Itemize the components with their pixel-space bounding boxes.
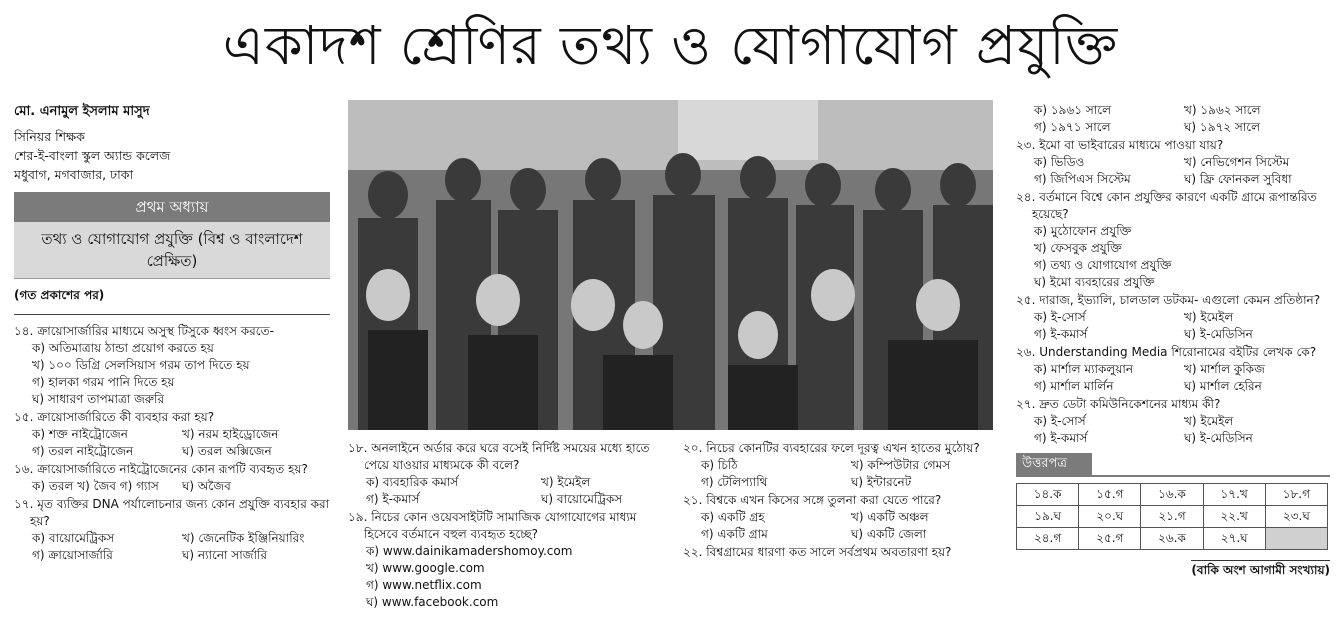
answer-row: [1017, 484, 1328, 506]
question-text: ২৭. দ্রুত ডেটা কমিউনিকেশনের মাধ্যম কী?: [1016, 397, 1221, 411]
option-text: ঘ) ই-মেডিসিন: [1184, 327, 1253, 341]
option-row: [701, 509, 998, 526]
continued-next-text: (বাকি অংশ আগামী সংখ্যায়): [1191, 560, 1330, 579]
column-middle-left: [348, 440, 670, 612]
answer-row: [1017, 528, 1328, 550]
option-text: ঘ) ইমো ব্যবহারের প্রযুক্তি: [1034, 275, 1155, 289]
question-text: ২৫. দারাজ, ইভ্যালি, চালডাল ডটকম- এগুলো কেমন প্রতিষ্ঠান?: [1016, 293, 1321, 307]
option-text: ঘ) সাধারণ তাপমাত্রা জরুরি: [32, 392, 165, 406]
question-item: [683, 492, 998, 543]
chapter-title: তথ্য ও যোগাযোগ প্রযুক্তি (বিশ্ব ও বাংলাদেশ প্রেক্ষিত): [14, 222, 330, 279]
option-text: ক) ই-সোর্স: [1034, 414, 1086, 428]
question-item: [348, 509, 670, 611]
option-row: [1034, 413, 1330, 430]
question-options: [14, 426, 330, 460]
question-item: [1016, 189, 1330, 291]
question-options: [14, 530, 330, 564]
option-text: ক) অতিমাত্রায় ঠান্ডা প্রয়োগ করতে হয়: [32, 341, 214, 355]
option-text: ঘ) ফ্রি ফোনকল সুবিধা: [1184, 172, 1292, 186]
answer-cell: ২৬.ক: [1141, 528, 1203, 550]
option-text: ক) www.dainikamadershomoy.com: [366, 544, 573, 558]
question-item: [14, 323, 330, 408]
question-options: [14, 478, 330, 495]
option-row: [1034, 257, 1330, 274]
question-list-c: [683, 440, 998, 561]
question-text: ২৪. বর্তমানে বিশ্বে কোন প্রযুক্তির কারণে একটি গ্রামে রূপান্তরিত হয়েছে?: [1016, 190, 1317, 221]
continued-note: (গত প্রকাশের পর): [14, 288, 105, 302]
answer-cell: ১৪.ক: [1017, 484, 1079, 506]
answer-divider: [1016, 475, 1330, 477]
option-text: ক) ব্যবহারিক কমার্স: [366, 475, 459, 489]
page-title: একাদশ শ্রেণির তথ্য ও যোগাযোগ প্রযুক্তি: [222, 14, 1119, 77]
question-options: [348, 474, 670, 508]
question-item: [1016, 396, 1330, 447]
column-left: [14, 102, 330, 565]
option-row: [32, 357, 330, 374]
option-text: গ) মার্শাল মার্লিন: [1034, 379, 1114, 393]
option-text: খ) মার্শাল কুকিজ: [1184, 362, 1265, 376]
news-photo: [348, 100, 993, 430]
answer-table: [1016, 483, 1328, 550]
question-list-b: [348, 440, 670, 611]
answer-cell-blank: [1265, 528, 1327, 550]
question-options: [683, 457, 998, 491]
question-item: [14, 496, 330, 564]
option-text: খ) ১৯৬২ সালে: [1184, 103, 1261, 117]
crowd-photo-icon: [348, 100, 993, 430]
option-row: [1034, 274, 1330, 291]
option-text: ক) তরল খ) জৈব গ) গ্যাস: [32, 479, 159, 493]
option-text: ক) চিঠি: [701, 458, 738, 472]
question-text: ২২. বিশ্বগ্রামের ধারণা কত সালে সর্বপ্রথম অবতারণা হয়?: [683, 545, 952, 559]
question-options: [1016, 361, 1330, 395]
question-options: [1016, 223, 1330, 291]
author-institution: শের-ই-বাংলা স্কুল অ্যান্ড কলেজ: [14, 148, 171, 163]
option-row: [366, 577, 670, 594]
option-text: গ) একটি গ্রাম: [701, 527, 768, 541]
question-options: [1016, 413, 1330, 447]
option-row: [1034, 223, 1330, 240]
question-item: [1016, 292, 1330, 343]
answer-cell: ২৫.গ: [1079, 528, 1141, 550]
question-options: [348, 543, 670, 611]
question-item: [14, 409, 330, 460]
question-text: ২৩. ইমো বা ভাইবারের মাধ্যমে পাওয়া যায়?: [1016, 138, 1224, 152]
question-item: [1016, 102, 1330, 136]
option-row: [1034, 326, 1330, 343]
question-text: ২৬. Understanding Media শিরোনামের বইটির লেখক কে?: [1016, 345, 1317, 359]
author-block: [14, 102, 330, 184]
option-text: ঘ) ইন্টারনেট: [851, 475, 912, 489]
option-row: [1034, 309, 1330, 326]
option-row: [366, 594, 670, 611]
option-row: [1034, 154, 1330, 171]
option-row: [1034, 361, 1330, 378]
option-row: [32, 547, 330, 564]
question-item: [348, 440, 670, 508]
option-row: [1034, 430, 1330, 447]
option-text: গ) ই-কমার্স: [366, 492, 420, 506]
option-text: ক) ভিডিও: [1034, 155, 1085, 169]
option-row: [32, 443, 330, 460]
option-row: [701, 474, 998, 491]
question-item: [683, 544, 998, 561]
option-row: [1034, 171, 1330, 188]
answer-row: [1017, 506, 1328, 528]
question-list-a: [14, 323, 330, 564]
option-text: ক) ১৯৬১ সালে: [1034, 103, 1112, 117]
option-row: [366, 491, 670, 508]
option-row: [32, 426, 330, 443]
option-row: [32, 374, 330, 391]
option-text: ঘ) ১৯৭২ সালে: [1184, 120, 1261, 134]
question-options: [1016, 154, 1330, 188]
answer-cell: ১৭.খ: [1203, 484, 1265, 506]
option-text: ঘ) ন্যানো সার্জারি: [182, 548, 267, 562]
option-text: গ) ক্রায়োসার্জারি: [32, 548, 113, 562]
author-designation: সিনিয়র শিক্ষক: [14, 129, 85, 144]
option-text: খ) ইমেইল: [1184, 310, 1234, 324]
question-options: [1016, 102, 1330, 136]
option-text: গ) টেলিপ্যাথি: [701, 475, 768, 489]
option-text: ক) শক্ত নাইট্রোজেন: [32, 427, 128, 441]
author-address: মধুবাগ, মগবাজার, ঢাকা: [14, 167, 134, 182]
option-text: খ) ফেসবুক প্রযুক্তি: [1034, 241, 1122, 255]
question-list-d: [1016, 102, 1330, 447]
option-text: গ) জিপিএস সিস্টেম: [1034, 172, 1131, 186]
question-text: ১৯. নিচের কোন ওয়েবসাইটটি সামাজিক যোগাযোগের মাধ্যম হিসেবে বর্তমানে বহুল ব্যবহৃত হচ্ছে?: [348, 510, 637, 541]
option-text: ক) ই-সোর্স: [1034, 310, 1086, 324]
option-row: [366, 543, 670, 560]
question-text: ২০. নিচের কোনটির ব্যবহারের ফলে দূরত্ব এখন হাতের মুঠোয়?: [683, 441, 980, 455]
option-text: খ) কম্পিউটার গেমস: [851, 458, 951, 472]
answer-heading: উত্তরপত্র: [1016, 453, 1092, 475]
option-row: [32, 340, 330, 357]
column-right: [1016, 102, 1330, 579]
option-text: ঘ) অজৈব: [182, 479, 231, 493]
question-text: ১৭. মৃত ব্যক্তির DNA পর্যালোচনার জন্য কোন প্রযুক্তি ব্যবহার করা হয়?: [14, 497, 330, 528]
option-row: [701, 457, 998, 474]
option-text: খ) নেভিগেশন সিস্টেম: [1184, 155, 1290, 169]
option-row: [32, 478, 330, 495]
option-text: ঘ) একটি জেলা: [851, 527, 927, 541]
question-text: ১৬. ক্রায়োসার্জারিতে নাইট্রোজেনের কোন রূপটি ব্যবহৃত হয়?: [14, 462, 308, 476]
continued-next: [1016, 560, 1330, 579]
question-text: ১৫. ক্রায়োসার্জারিতে কী ব্যবহার করা হয়?: [14, 410, 215, 424]
option-row: [32, 530, 330, 547]
option-text: ক) একটি গ্রহ: [701, 510, 765, 524]
option-text: খ) জেনেটিক ইঞ্জিনিয়ারিং: [182, 531, 305, 545]
option-text: খ) ১০০ ডিগ্রি সেলসিয়াস গরম তাপ দিতে হয়: [32, 358, 250, 372]
question-options: [683, 509, 998, 543]
option-text: ঘ) তরল অক্সিজেন: [182, 444, 272, 458]
option-text: খ) ইমেইল: [1184, 414, 1234, 428]
option-text: গ) তরল নাইট্রোজেন: [32, 444, 134, 458]
question-options: [14, 340, 330, 408]
divider: [14, 314, 330, 315]
option-row: [1034, 102, 1330, 119]
option-text: গ) তথ্য ও যোগাযোগ প্রযুক্তি: [1034, 258, 1172, 272]
option-text: ক) মুঠোফোন প্রযুক্তি: [1034, 224, 1132, 238]
author-name: মো. এনামুল ইসলাম মাসুদ: [14, 104, 150, 119]
answer-cell: ২২.খ: [1203, 506, 1265, 528]
answer-cell: ২০.ঘ: [1079, 506, 1141, 528]
option-row: [1034, 119, 1330, 136]
option-row: [366, 474, 670, 491]
answer-cell: ২৭.ঘ: [1203, 528, 1265, 550]
option-row: [1034, 240, 1330, 257]
answer-cell: ১৫.গ: [1079, 484, 1141, 506]
question-text: ১৪. ক্রায়োসার্জারির মাধ্যমে অসুস্থ টিসুকে ধ্বংস করতে-: [14, 324, 274, 338]
option-row: [366, 560, 670, 577]
option-row: [701, 526, 998, 543]
answer-cell: ১৯.ঘ: [1017, 506, 1079, 528]
option-text: ঘ) ই-মেডিসিন: [1184, 431, 1253, 445]
column-middle-right: [683, 440, 998, 562]
answer-cell: ২৪.গ: [1017, 528, 1079, 550]
question-text: ২১. বিশ্বকে এখন কিসের সঙ্গে তুলনা করা যেতে পারে?: [683, 493, 942, 507]
answer-cell: ১৬.ক: [1141, 484, 1203, 506]
option-text: খ) একটি অঞ্চল: [851, 510, 929, 524]
question-item: [1016, 344, 1330, 395]
option-text: গ) হালকা গরম পানি দিতে হয়: [32, 375, 175, 389]
option-text: ঘ) বায়োমেট্রিকস: [541, 492, 623, 506]
option-text: ক) বায়োমেট্রিকস: [32, 531, 115, 545]
option-text: ঘ) www.facebook.com: [366, 595, 499, 609]
question-item: [14, 461, 330, 495]
question-item: [1016, 137, 1330, 188]
answer-cell: ২১.গ: [1141, 506, 1203, 528]
option-text: খ) ইমেইল: [541, 475, 591, 489]
option-text: গ) www.netflix.com: [366, 578, 482, 592]
option-text: গ) ই-কমার্স: [1034, 327, 1088, 341]
option-text: খ) www.google.com: [366, 561, 485, 575]
option-row: [1034, 378, 1330, 395]
question-item: [683, 440, 998, 491]
question-options: [1016, 309, 1330, 343]
option-text: গ) ই-কমার্স: [1034, 431, 1088, 445]
answer-cell: ২৩.ঘ: [1265, 506, 1327, 528]
question-text: ১৮. অনলাইনে অর্ডার করে ঘরে বসেই নির্দিষ্ট সময়ের মধ্যে হাতে পেয়ে যাওয়ার মাধ্যমকে কী বলে?: [348, 441, 650, 472]
option-text: ঘ) মার্শাল হেরিন: [1184, 379, 1262, 393]
answer-cell: ১৮.গ: [1265, 484, 1327, 506]
option-text: গ) ১৯৭১ সালে: [1034, 120, 1111, 134]
option-text: খ) নরম হাইড্রোজেন: [182, 427, 279, 441]
option-row: [32, 391, 330, 408]
chapter-band: প্রথম অধ্যায়: [14, 192, 330, 222]
option-text: ক) মার্শাল ম্যাকলুয়ান: [1034, 362, 1134, 376]
